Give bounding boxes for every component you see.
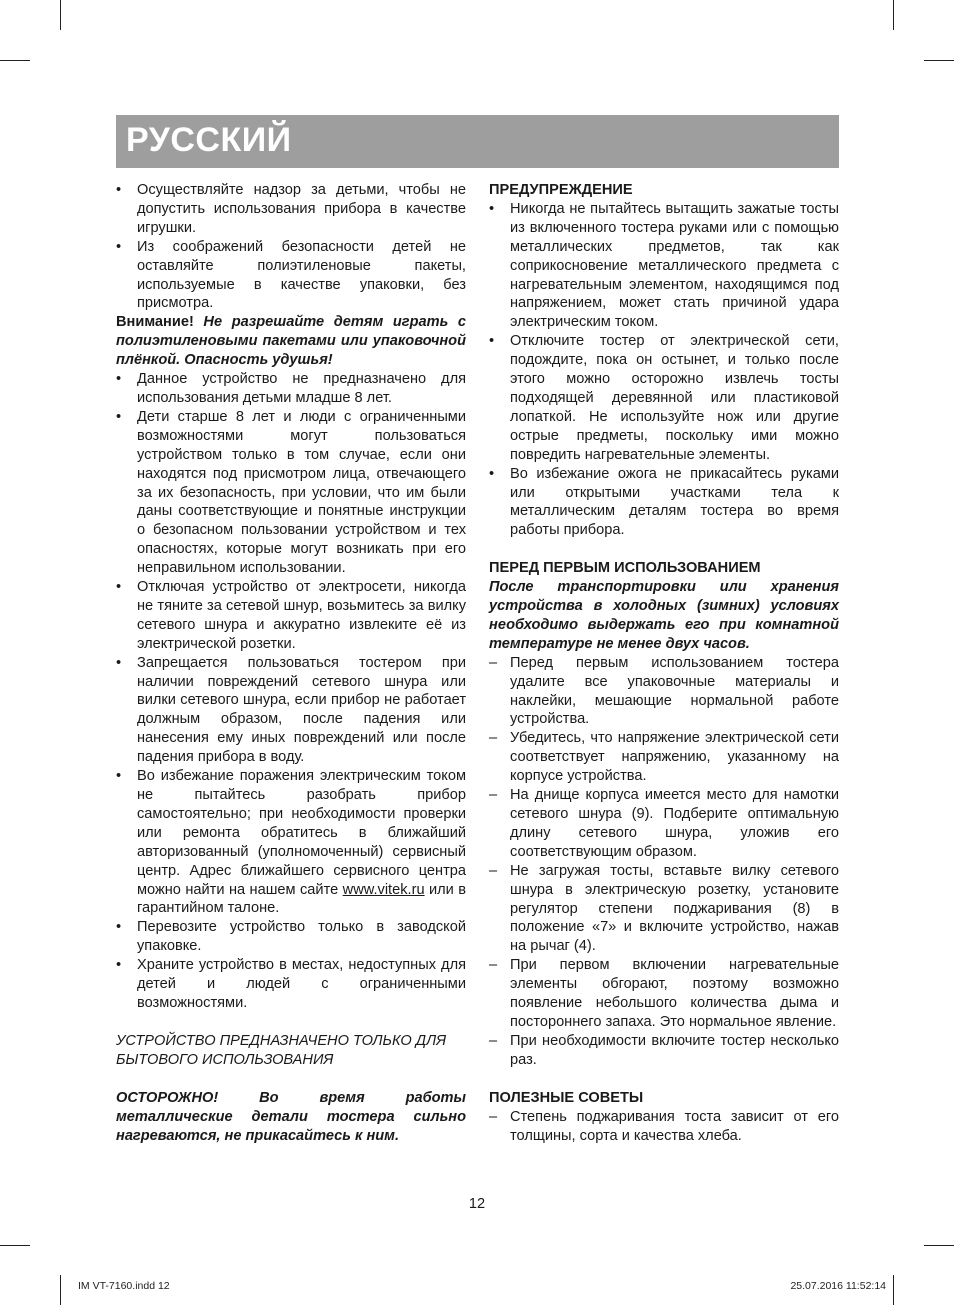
list-item: – При необходимости включите тостер несколько раз.	[489, 1032, 839, 1070]
list-item: – При первом включении нагревательные элементы обгорают, поэтому возможно появление небольшого количества дыма и постороннего запаха. Это нормальное явление.	[489, 956, 839, 1032]
crop-mark	[60, 0, 61, 30]
crop-mark	[60, 1275, 61, 1305]
caution-text: Во время работы металлические детали тостера сильно нагреваются, не прикасайтесь к ним.	[116, 1089, 466, 1144]
list-item: • Перевозите устройство только в заводской упаковке.	[116, 918, 466, 956]
language-header	[116, 115, 839, 168]
list-item: • Осуществляйте надзор за детьми, чтобы не допустить использования прибора в качестве игрушки.	[116, 181, 466, 238]
list-item: • Во избежание поражения электрическим током не пытайтесь разобрать прибор самостоятельно; при необходимости проверки или ремонта обратитесь в ближайший авторизованный (уполномоченный) сервисный центр. Адрес ближайшего сервисного центра можно найти на нашем сайте www.vitek.ru или в гарантийном талоне.	[116, 767, 466, 918]
section-heading-first-use: ПЕРЕД ПЕРВЫМ ИСПОЛЬЗОВАНИЕМ	[489, 560, 761, 577]
first-use-steps	[489, 654, 839, 1070]
list-item: – На днище корпуса имеется место для намотки сетевого шнура (9). Подберите оптимальную длину сетевого шнура, уложив его соответствующим образом.	[489, 786, 839, 862]
list-item: • Во избежание ожога не прикасайтесь руками или открытыми участками тела к металлическим деталям тостера во время работы прибора.	[489, 465, 839, 541]
list-item: – Не загружая тосты, вставьте вилку сетевого шнура в электрическую розетку, установите регулятор степени поджаривания (8) в положение «7» и включите устройство, нажав на рычаг (4).	[489, 862, 839, 957]
list-item: • Отключая устройство от электросети, никогда не тяните за сетевой шнур, возьмитесь за вилку сетевого шнура и аккуратно извлеките её из электрической розетки.	[116, 578, 466, 654]
list-item: • Из соображений безопасности детей не оставляйте полиэтиленовые пакеты, используемые в качестве упаковки, без присмотра.	[116, 238, 466, 314]
tips-list	[489, 1108, 839, 1146]
crop-mark	[893, 1275, 894, 1305]
safety-list	[116, 181, 466, 313]
crop-mark	[893, 0, 894, 30]
household-use-note: УСТРОЙСТВО ПРЕДНАЗНАЧЕНО ТОЛЬКО ДЛЯ БЫТОВОГО ИСПОЛЬЗОВАНИЯ	[116, 1032, 447, 1068]
list-item: – Степень поджаривания тоста зависит от его толщины, сорта и качества хлеба.	[489, 1108, 839, 1146]
list-item: • Запрещается пользоваться тостером при наличии повреждений сетевого шнура или вилки сетевого шнура, если прибор не работает должным образом, после падения или нанесения ему иных повреждений или после падения прибора в воду.	[116, 654, 466, 767]
list-item: – Убедитесь, что напряжение электрической сети соответствует напряжению, указанному на корпусе устройства.	[489, 729, 839, 786]
website-link[interactable]: www.vitek.ru	[342, 881, 425, 898]
footer-file: IM VT-7160.indd 12	[78, 1280, 170, 1292]
right-column	[489, 181, 839, 1145]
warning-text: Не разрешайте детям играть с полиэтиленовыми пакетами или упаковочной плёнкой. Опасность удушья!	[116, 314, 466, 369]
warning-label: Внимание!	[116, 314, 194, 331]
caution-label: ОСТОРОЖНО!	[116, 1089, 219, 1106]
warning-list	[489, 200, 839, 540]
page-title: РУССКИЙ	[126, 121, 292, 159]
crop-mark	[924, 60, 954, 61]
list-item: – Перед первым использованием тостера удалите все упаковочные материалы и наклейки, мешающие нормальной работе устройства.	[489, 654, 839, 730]
list-item: • Храните устройство в местах, недоступных для детей и людей с ограниченными возможностями.	[116, 956, 466, 1013]
list-item: • Отключите тостер от электрической сети, подождите, пока он остынет, и только после этого можно осторожно извлечь тосты подходящей деревянной или пластиковой лопаткой. Не используйте нож или другие острые предметы, поскольку ими можно повредить нагревательные элементы.	[489, 332, 839, 464]
first-use-note: После транспортировки или хранения устройства в холодных (зимних) условиях необходимо выдержать его при комнатной температуре не менее двух часов.	[489, 579, 839, 652]
left-column	[116, 181, 466, 1145]
crop-mark	[0, 60, 30, 61]
list-item: • Дети старше 8 лет и люди с ограниченными возможностями могут пользоваться устройством только в том случае, если они находятся под присмотром лица, отвечающего за их безопасность, при условии, что им были даны соответствующие и понятные инструкции о безопасном пользовании устройством и тех опасностях, которые могут возникать при его неправильном использовании.	[116, 408, 466, 578]
caution-note	[116, 1089, 466, 1146]
list-item: • Данное устройство не предназначено для использования детьми младше 8 лет.	[116, 370, 466, 408]
section-heading-warning: ПРЕДУПРЕЖДЕНИЕ	[489, 182, 633, 198]
page-number: 12	[468, 1196, 486, 1212]
list-item: • Никогда не пытайтесь вытащить зажатые тосты из включенного тостера руками или с помощью металлических предметов, так как соприкосновение металлического предмета с нагревательным элементом, находящимся под напряжением, может стать причиной удара электрическим током.	[489, 200, 839, 332]
choking-warning	[116, 313, 466, 370]
crop-mark	[0, 1245, 30, 1246]
footer-timestamp: 25.07.2016 11:52:14	[790, 1280, 886, 1292]
safety-list	[116, 370, 466, 1013]
crop-mark	[924, 1245, 954, 1246]
section-heading-tips: ПОЛЕЗНЫЕ СОВЕТЫ	[489, 1089, 644, 1106]
